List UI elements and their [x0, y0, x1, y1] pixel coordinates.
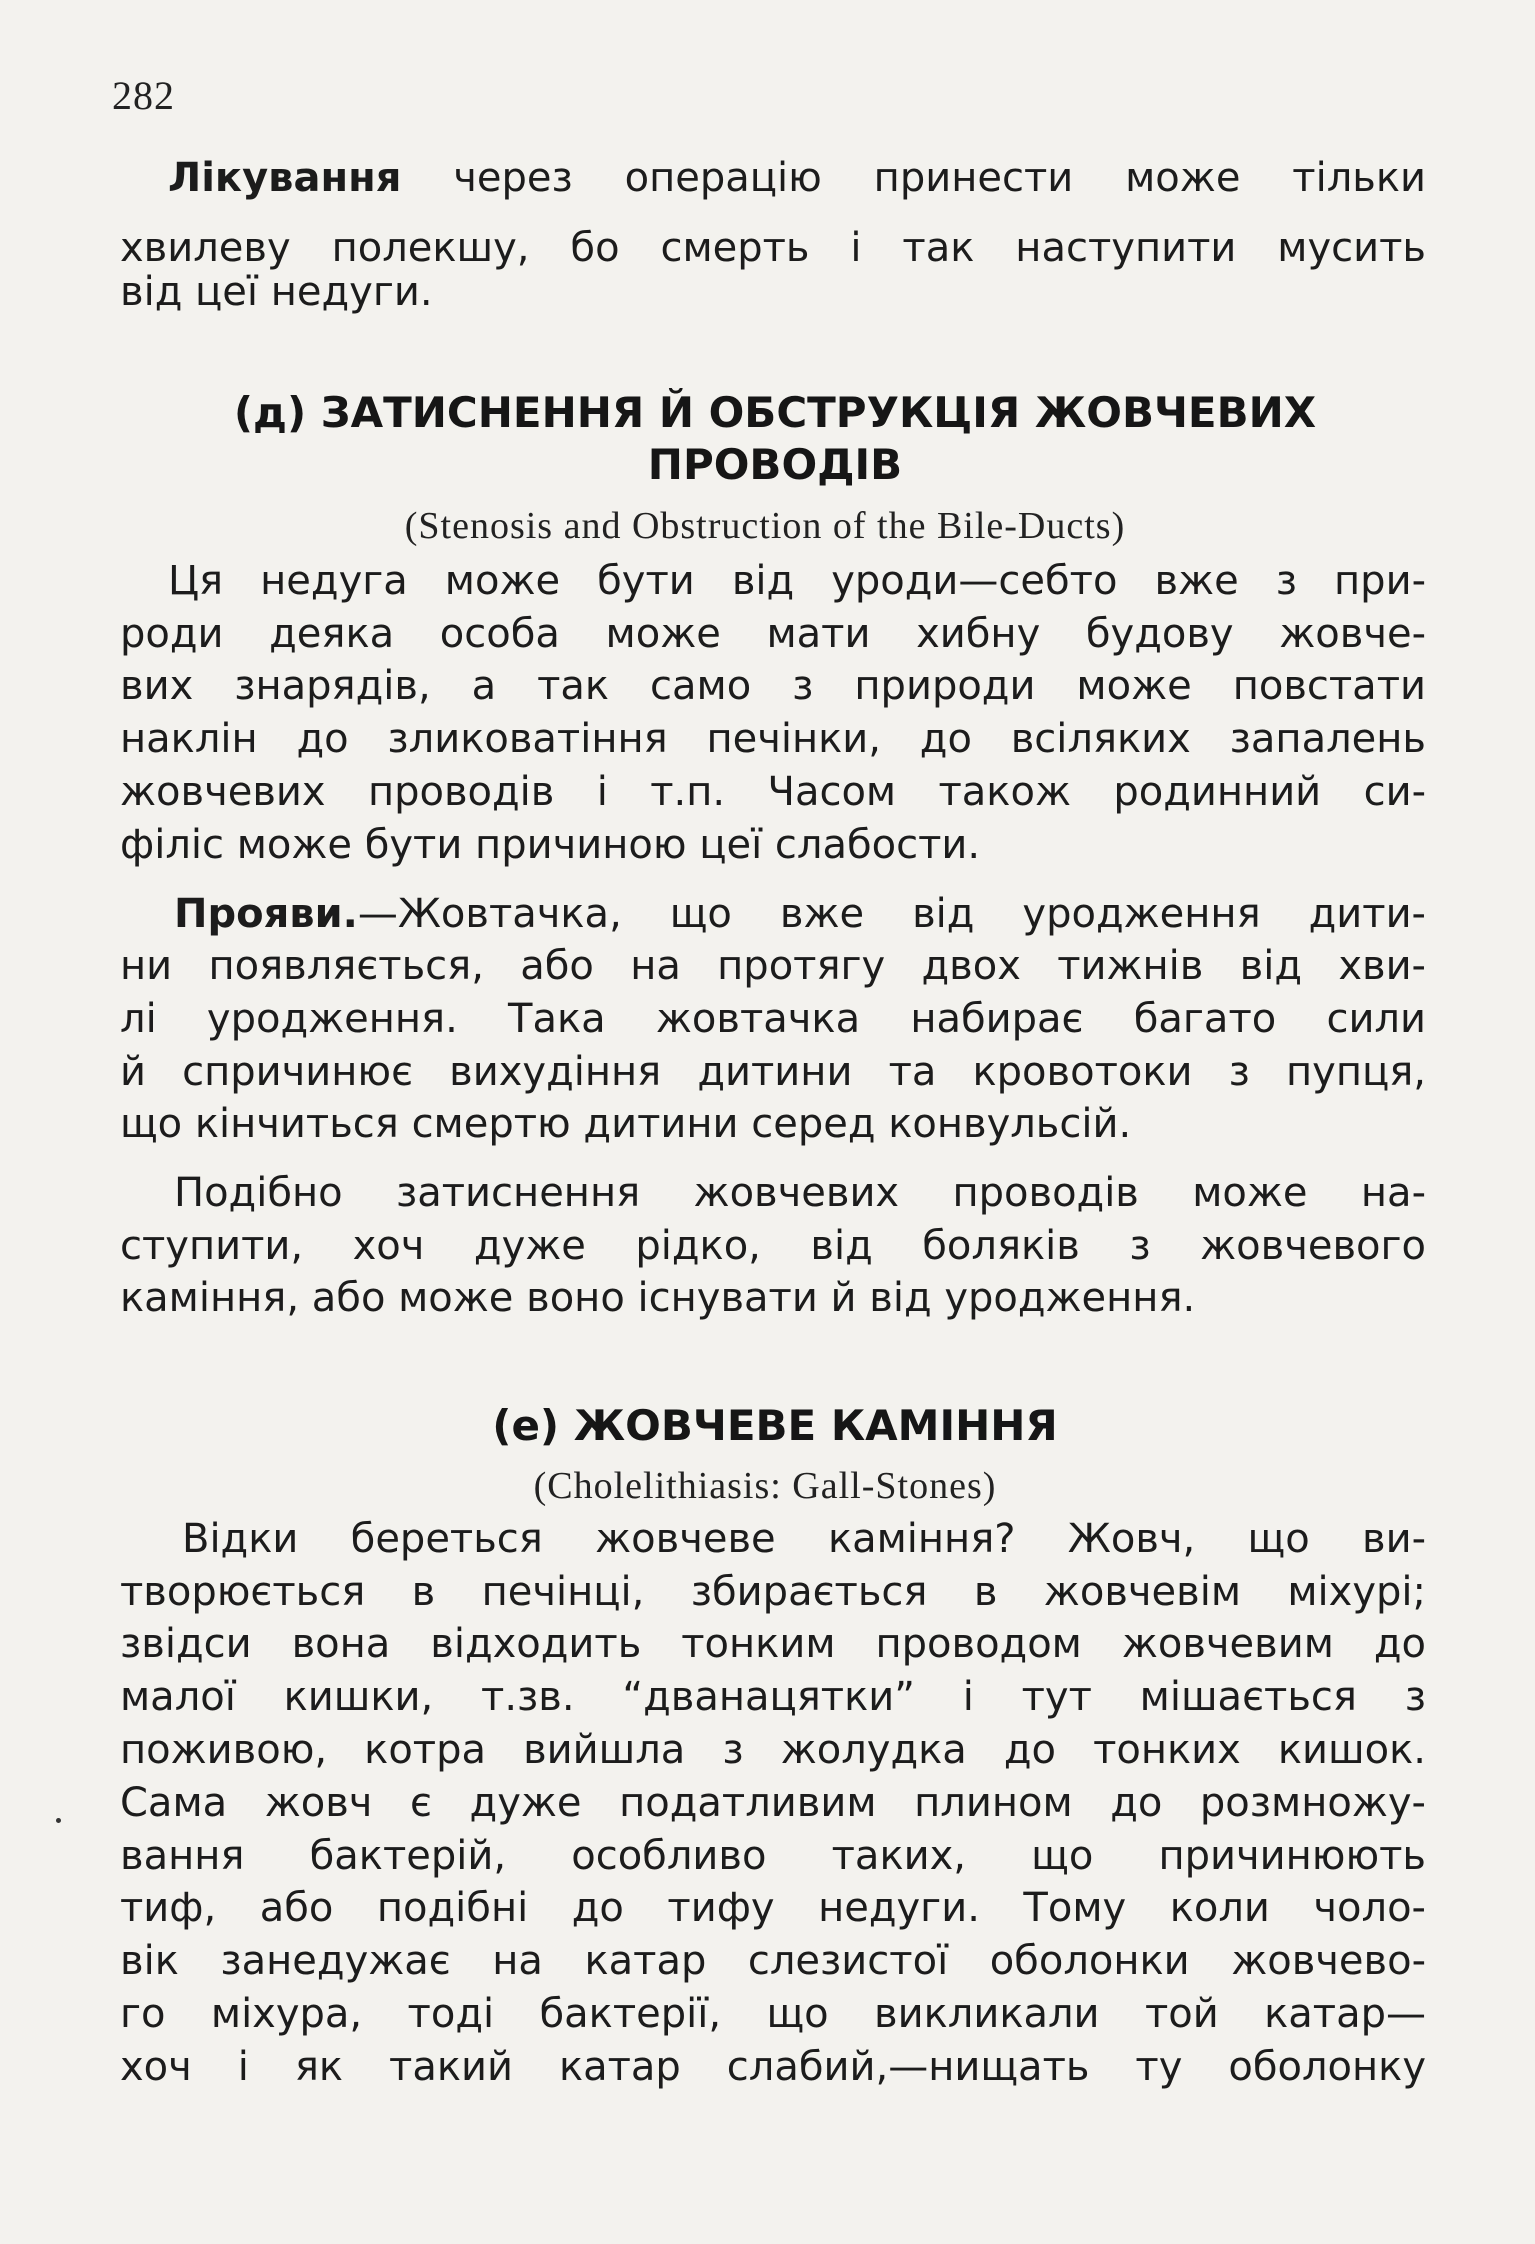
section-d-heading: (д) ЗАТИСНЕННЯ Й ОБСТРУКЦІЯ ЖОВЧЕВИХ: [233, 388, 1317, 437]
text-line: го міхура, тоді бактерії, що викликали той катар—: [120, 1991, 1426, 2037]
text-line: ни появляється, або на протягу двох тижнів від хви-: [120, 943, 1426, 989]
text-line: жовчевих проводів і т.п. Часом також родинний си-: [120, 769, 1426, 815]
section-e-heading: (е) ЖОВЧЕВЕ КАМІННЯ: [492, 1401, 1058, 1450]
text-line: Сама жовч є дуже податливим плином до розмножу-: [120, 1780, 1426, 1826]
text-line: творюється в печінці, збирається в жовчевім міхурі;: [120, 1569, 1426, 1615]
text-line: вання бактерій, особливо таких, що причинюють: [120, 1833, 1426, 1879]
text-line: вих знарядів, а так само з природи може повстати: [120, 663, 1426, 709]
text-line: ступити, хоч дуже рідко, від боляків з жовчевого: [120, 1223, 1426, 1269]
text-line: [168, 155, 1426, 201]
section-d-subheading: (Stenosis and Obstruction of the Bile-Ducts): [404, 505, 1126, 547]
text-line: каміння, або може воно існувати й від уродження.: [120, 1275, 1196, 1321]
text-line: хвилеву полекшу, бо смерть і так наступити мусить: [120, 225, 1426, 271]
text-line: філіс може бути причиною цеї слабости.: [120, 822, 981, 868]
text-line: лі уродження. Така жовтачка набирає багато сили: [120, 996, 1426, 1042]
page-number: 282: [112, 73, 175, 118]
text-fragment: —Жовтачка, що вже від уродження дити-: [357, 891, 1426, 937]
text-line: вік занедужає на катар слезистої оболонки жовчево-: [120, 1938, 1426, 1984]
symptoms-lead: Прояви.: [174, 891, 358, 937]
text-line: й спричинює вихудіння дитини та кровотоки з пупця,: [120, 1049, 1426, 1095]
section-d-heading-continued: ПРОВОДІВ: [647, 440, 903, 489]
text-line: [174, 891, 1426, 937]
text-line: Відки береться жовчеве каміння? Жовч, що ви-: [182, 1516, 1426, 1562]
text-line: малої кишки, т.зв. “дванацятки” і тут мішається з: [120, 1674, 1426, 1720]
text-fragment: через операцію принести може тільки: [401, 155, 1426, 201]
text-line: Ця недуга може бути від уроди—себто вже з при-: [168, 558, 1426, 604]
text-line: роди деяка особа може мати хибну будову жовче-: [120, 611, 1426, 657]
treatment-lead: Лікування: [168, 155, 402, 201]
section-e-subheading: (Cholelithiasis: Gall-Stones): [533, 1465, 997, 1507]
text-line: від цеї недуги.: [120, 269, 433, 315]
text-line: поживою, котра вийшла з жолудка до тонких кишок.: [120, 1727, 1426, 1773]
text-line: наклін до зликоватіння печінки, до всіляких запалень: [120, 716, 1426, 762]
text-line: Подібно затиснення жовчевих проводів може на-: [174, 1170, 1426, 1216]
text-line: що кінчиться смертю дитини серед конвульсій.: [120, 1101, 1132, 1147]
text-line: звідси вона відходить тонким проводом жовчевим до: [120, 1621, 1426, 1667]
text-line: тиф, або подібні до тифу недуги. Тому коли чоло-: [120, 1885, 1426, 1931]
text-line: хоч і як такий катар слабий,—нищать ту оболонку: [120, 2044, 1426, 2090]
print-speck: [56, 1818, 61, 1823]
